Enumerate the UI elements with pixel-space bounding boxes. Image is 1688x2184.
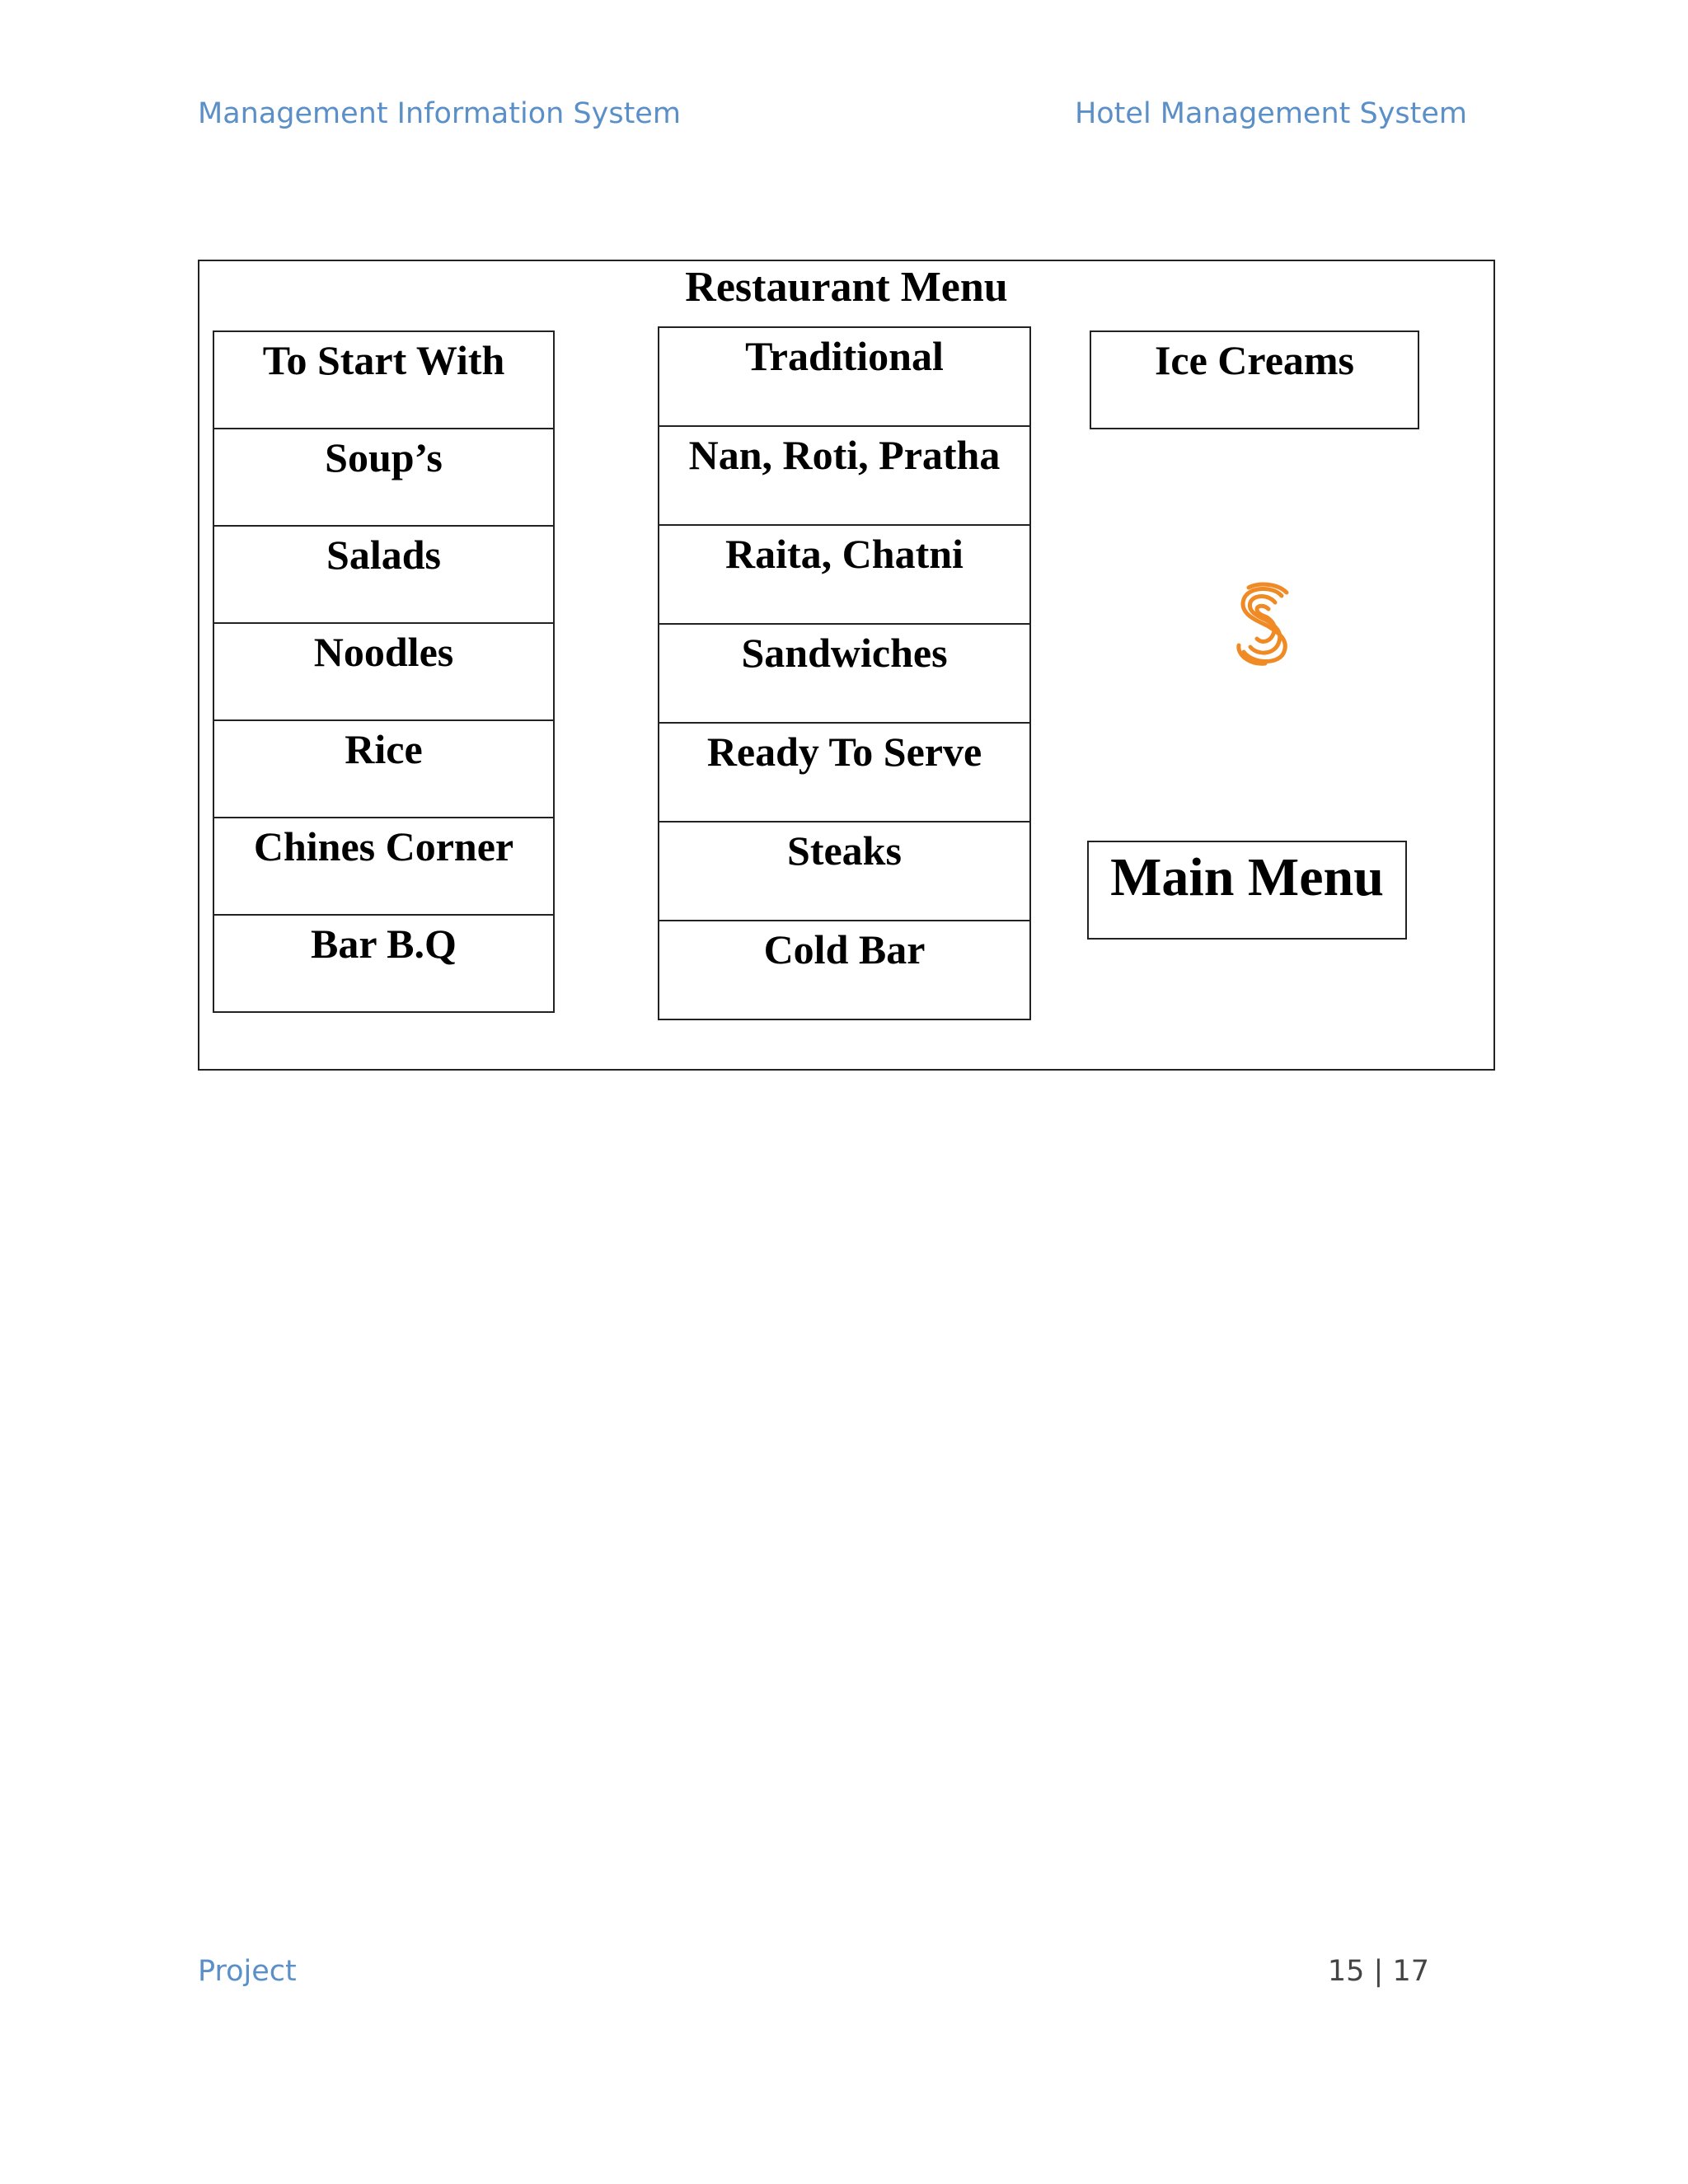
window-title: Restaurant Menu (685, 264, 1008, 311)
header-left-title: Management Information System (198, 97, 681, 130)
menu-item-rice[interactable]: Rice (213, 719, 555, 818)
main-menu-button[interactable]: Main Menu (1087, 841, 1407, 940)
menu-item-bar-bq[interactable]: Bar B.Q (213, 914, 555, 1013)
page-footer (198, 1955, 1467, 1996)
menu-column-2 (658, 326, 1031, 1020)
menu-item-raita-chatni[interactable]: Raita, Chatni (658, 524, 1031, 625)
restaurant-menu-window (198, 260, 1495, 1071)
menu-item-to-start-with[interactable]: To Start With (213, 330, 555, 429)
menu-item-nan-roti-pratha[interactable]: Nan, Roti, Pratha (658, 425, 1031, 526)
menu-item-cold-bar[interactable]: Cold Bar (658, 920, 1031, 1020)
menu-item-traditional[interactable]: Traditional (658, 326, 1031, 427)
menu-item-noodles[interactable]: Noodles (213, 622, 555, 721)
menu-item-chines-corner[interactable]: Chines Corner (213, 817, 555, 916)
page-number: 15 | 17 (1327, 1955, 1429, 1988)
menu-item-ready-to-serve[interactable]: Ready To Serve (658, 722, 1031, 823)
swirl-logo-icon (1232, 581, 1298, 667)
header-right-title: Hotel Management System (1074, 97, 1467, 130)
menu-item-steaks[interactable]: Steaks (658, 821, 1031, 921)
page-header (198, 97, 1467, 138)
menu-item-soups[interactable]: Soup’s (213, 428, 555, 527)
menu-item-sandwiches[interactable]: Sandwiches (658, 623, 1031, 724)
ice-creams-button[interactable]: Ice Creams (1090, 330, 1419, 429)
footer-left-label: Project (198, 1955, 297, 1988)
menu-item-salads[interactable]: Salads (213, 525, 555, 624)
menu-column-1 (213, 330, 555, 1013)
